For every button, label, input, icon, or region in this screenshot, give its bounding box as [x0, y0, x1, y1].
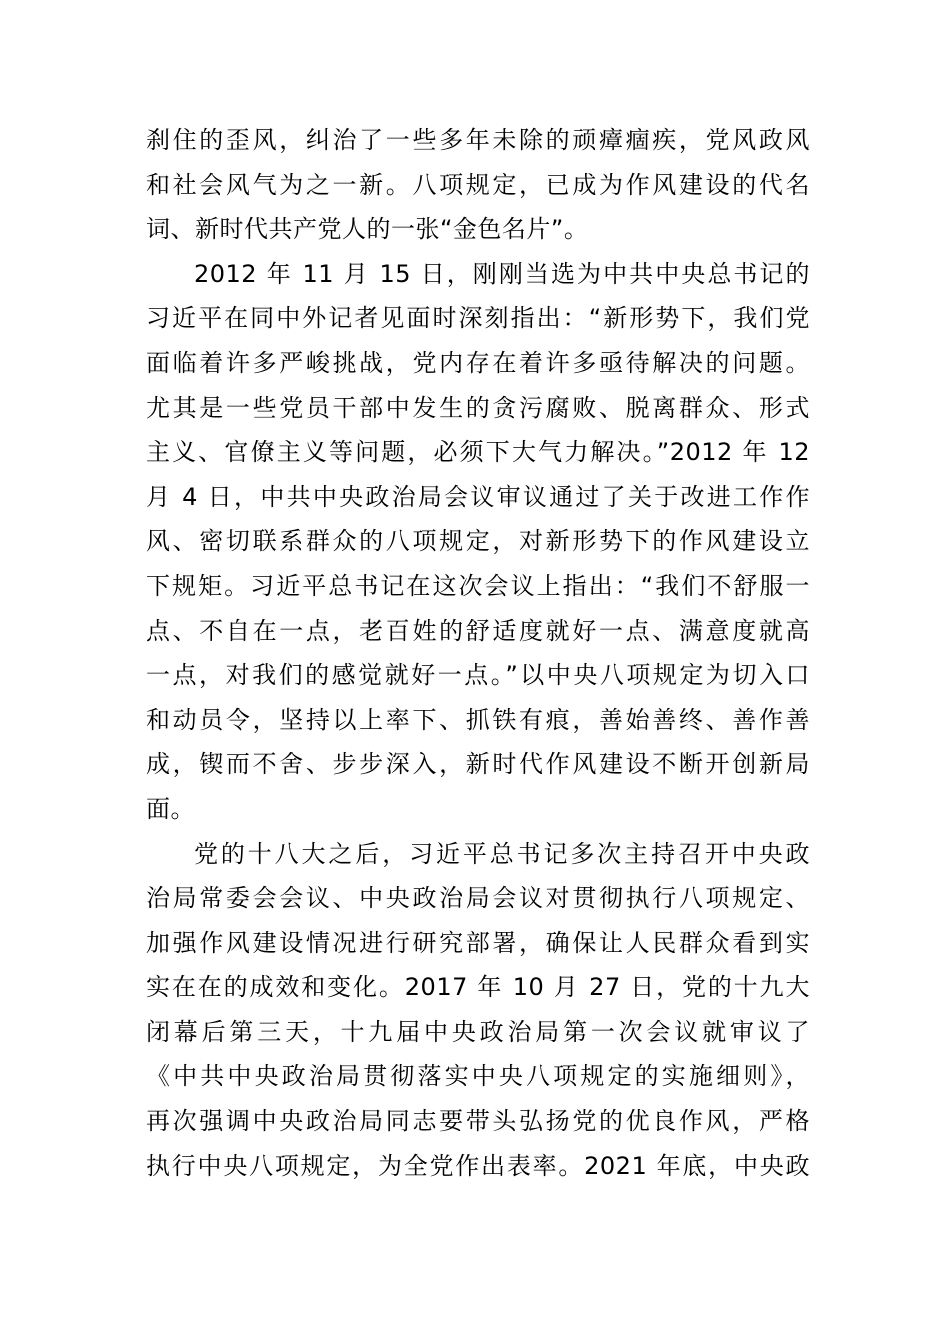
text-line: 治局常委会会议、中央政治局会议对贯彻执行八项规定、 — [146, 884, 810, 913]
text-line: 和社会风气为之一新。八项规定，已成为作风建设的代名 — [146, 170, 810, 199]
text-line: 实在在的成效和变化。2017 年 10 月 27 日，党的十九大 — [146, 973, 810, 1002]
text-line: 点、不自在一点，老百姓的舒适度就好一点、满意度就高 — [146, 616, 810, 645]
text-line: 风、密切联系群众的八项规定，对新形势下的作风建设立 — [146, 527, 810, 556]
body-text — [146, 118, 810, 1188]
text-line: 月 4 日，中共中央政治局会议审议通过了关于改进工作作 — [146, 482, 810, 511]
text-line: 加强作风建设情况进行研究部署，确保让人民群众看到实 — [146, 928, 810, 957]
text-line: 面。 — [146, 794, 195, 823]
text-line: 闭幕后第三天，十九届中央政治局第一次会议就审议了 — [146, 1017, 810, 1046]
text-line: 再次强调中央政治局同志要带头弘扬党的优良作风，严格 — [146, 1107, 810, 1136]
text-line: 和动员令，坚持以上率下、抓铁有痕，善始善终、善作善 — [146, 705, 810, 734]
text-line: 习近平在同中外记者见面时深刻指出：“新形势下，我们党 — [146, 304, 810, 333]
text-line: 执行中央八项规定，为全党作出表率。2021 年底，中央政 — [146, 1151, 810, 1180]
text-line: 一点，对我们的感觉就好一点。”以中央八项规定为切入口 — [146, 661, 810, 690]
text-line: 《中共中央政治局贯彻落实中央八项规定的实施细则》， — [146, 1062, 810, 1091]
paragraph-first-line: 党的十八大之后，习近平总书记多次主持召开中央政 — [194, 839, 810, 868]
text-line: 尤其是一些党员干部中发生的贪污腐败、脱离群众、形式 — [146, 393, 810, 422]
text-line: 面临着许多严峻挑战，党内存在着许多亟待解决的问题。 — [146, 348, 810, 377]
text-line: 下规矩。习近平总书记在这次会议上指出：“我们不舒服一 — [146, 571, 810, 600]
paragraph-first-line: 2012 年 11 月 15 日，刚刚当选为中共中央总书记的 — [194, 259, 810, 288]
text-line: 词、新时代共产党人的一张“金色名片”。 — [146, 215, 589, 244]
text-line: 成，锲而不舍、步步深入，新时代作风建设不断开创新局 — [146, 750, 810, 779]
text-line: 刹住的歪风，纠治了一些多年未除的顽瘴痼疾，党风政风 — [146, 126, 810, 154]
text-line: 主义、官僚主义等问题，必须下大气力解决。”2012 年 12 — [146, 438, 810, 467]
